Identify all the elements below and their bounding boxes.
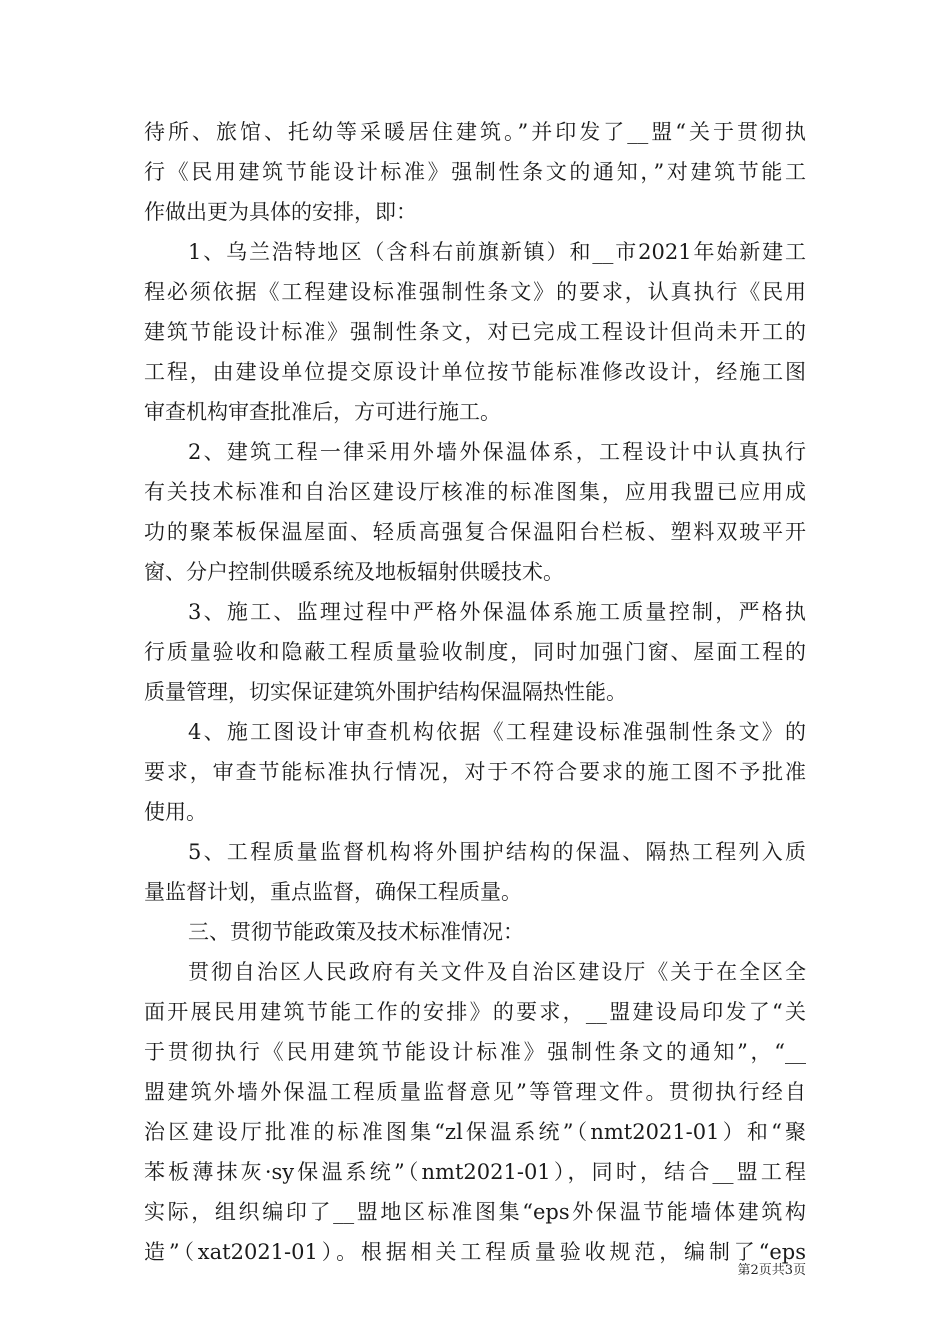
text-line: 面开展民用建筑节能工作的安排》的要求，__盟建设局印发了“关 — [144, 1000, 806, 1024]
text-line: 审查机构审查批准后，方可进行施工。 — [144, 400, 501, 424]
text-line: 行《民用建筑节能设计标准》强制性条文的通知，”对建筑节能工 — [144, 160, 806, 184]
text-line: 窗、分户控制供暖系统及地板辐射供暖技术。 — [144, 560, 564, 584]
text-line: 1、乌兰浩特地区（含科右前旗新镇）和__市2021年始新建工 — [188, 240, 806, 264]
text-line: 4、施工图设计审查机构依据《工程建设标准强制性条文》的 — [188, 720, 806, 744]
text-line: 三、贯彻节能政策及技术标准情况： — [188, 920, 524, 944]
text-line: 于贯彻执行《民用建筑节能设计标准》强制性条文的通知”，“__ — [144, 1040, 806, 1064]
document-body — [144, 112, 806, 1272]
text-line: 量监督计划，重点监督，确保工程质量。 — [144, 880, 522, 904]
text-line: 盟建筑外墙外保温工程质量监督意见”等管理文件。贯彻执行经自 — [144, 1080, 806, 1104]
text-line: 建筑节能设计标准》强制性条文，对已完成工程设计但尚未开工的 — [144, 320, 806, 344]
text-line: 行质量验收和隐蔽工程质量验收制度，同时加强门窗、屋面工程的 — [144, 640, 806, 664]
text-line: 工程，由建设单位提交原设计单位按节能标准修改设计，经施工图 — [144, 360, 806, 384]
text-line: 作做出更为具体的安排，即： — [144, 200, 417, 224]
text-line: 功的聚苯板保温屋面、轻质高强复合保温阳台栏板、塑料双玻平开 — [144, 520, 806, 544]
text-line: 治区建设厅批准的标准图集“zl保温系统”（nmt2021-01）和“聚 — [144, 1120, 806, 1144]
text-line: 造”（xat2021-01）。根据相关工程质量验收规范，编制了“eps — [144, 1240, 806, 1264]
text-line: 待所、旅馆、托幼等采暖居住建筑。”并印发了__盟“关于贯彻执 — [144, 120, 806, 144]
text-line: 苯板薄抹灰·sy保温系统”（nmt2021-01），同时，结合__盟工程 — [144, 1160, 806, 1184]
page-number: 第2页共3页 — [737, 1263, 806, 1278]
text-line: 有关技术标准和自治区建设厅核准的标准图集，应用我盟已应用成 — [144, 480, 806, 504]
text-line: 要求，审查节能标准执行情况，对于不符合要求的施工图不予批准 — [144, 760, 806, 784]
text-line: 贯彻自治区人民政府有关文件及自治区建设厅《关于在全区全 — [188, 960, 806, 984]
text-line: 5、工程质量监督机构将外围护结构的保温、隔热工程列入质 — [188, 840, 806, 864]
text-line: 3、施工、监理过程中严格外保温体系施工质量控制，严格执 — [188, 600, 806, 624]
text-line: 质量管理，切实保证建筑外围护结构保温隔热性能。 — [144, 680, 627, 704]
text-line: 2、建筑工程一律采用外墙外保温体系，工程设计中认真执行 — [188, 440, 806, 464]
text-line: 实际，组织编印了__盟地区标准图集“eps外保温节能墙体建筑构 — [144, 1200, 806, 1224]
text-line: 使用。 — [144, 800, 207, 824]
text-line: 程必须依据《工程建设标准强制性条文》的要求，认真执行《民用 — [144, 280, 806, 304]
